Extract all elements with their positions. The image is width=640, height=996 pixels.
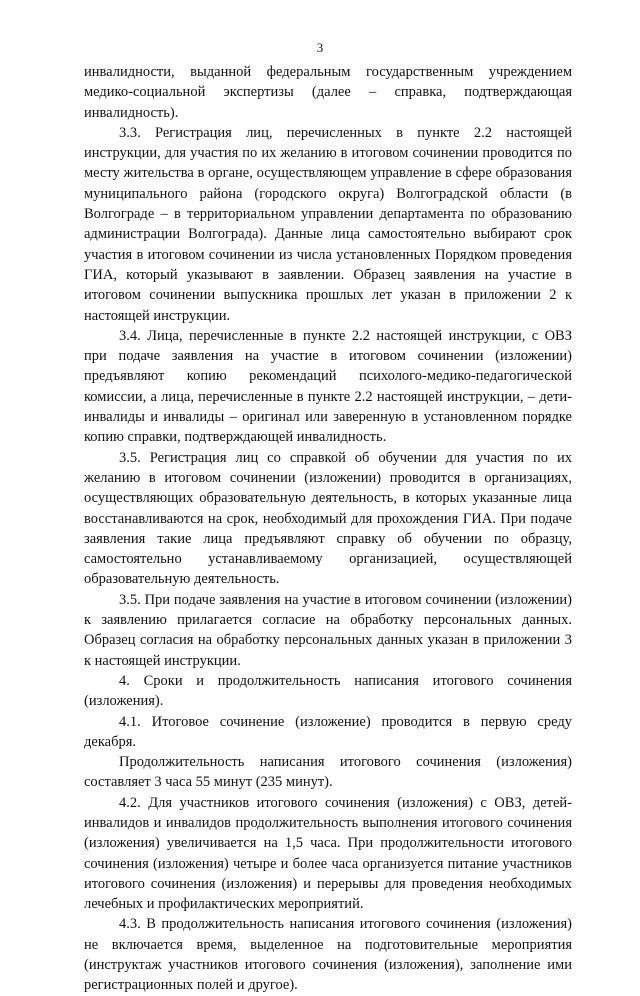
paragraph-3-5-consent: 3.5. При подаче заявления на участие в итоговом сочинении (изложении) к заявлению прилагается согласие на обработку персональных данных. Образец согласия на обработку персональных данных указан в приложении 3 к настоящей инструкции.	[84, 591, 572, 669]
paragraph-duration: Продолжительность написания итогового сочинения (изложения) составляет 3 часа 55 минут (235 минут).	[84, 754, 572, 791]
paragraph-3-4: 3.4. Лица, перечисленные в пункте 2.2 настоящей инструкции, с ОВЗ при подаче заявления на участие в итоговом сочинении (изложении) предъявляют копию рекомендаций психолого-медико-педагогической комиссии, а лица, перечисленные в пункте 2.2 настоящей инструкции, – дети-инвалиды и инвалиды – оригинал или заверенную в установленном порядке копию справки, подтверждающей инвалидность.	[84, 327, 572, 446]
section-4-heading: 4. Сроки и продолжительность написания итогового сочинения (изложения).	[84, 672, 572, 710]
paragraph-4-2: 4.2. Для участников итогового сочинения (изложения) с ОВЗ, детей-инвалидов и инвалидов продолжительность выполнения итогового сочинения (изложения) увеличивается на 1,5 часа. При продолжительности итогового сочинения (изложения) четыре и более часа организуется питание участников итогового сочинения (изложения) и перерывы для проведения необходимых лечебных и профилактических мероприятий.	[84, 794, 572, 913]
page-number: 3	[316, 40, 324, 55]
paragraph-continuation: инвалидности, выданной федеральным государственным учреждением медико-социальной экспертизы (далее – справка, подтверждающая инвалидность).	[84, 64, 572, 121]
paragraph-4-1: 4.1. Итоговое сочинение (изложение) проводится в первую среду декабря.	[84, 713, 572, 750]
document-body	[84, 62, 572, 996]
paragraph-4-3: 4.3. В продолжительность написания итогового сочинения (изложения) не включается время, выделенное на подготовительные мероприятия (инструктаж участников итогового сочинения (изложения), заполнение ими регистрационных полей и другое).	[84, 916, 572, 994]
paragraph-3-3: 3.3. Регистрация лиц, перечисленных в пункте 2.2 настоящей инструкции, для участия по их желанию в итоговом сочинении проводится по месту жительства в органе, осуществляющем управление в сфере образования муниципального района (городского округа) Волгоградской области (в Волгограде – в территориальном управлении департамента по образованию администрации Волгограда). Данные лица самостоятельно выбирают срок участия в итоговом сочинении из числа установленных Порядком проведения ГИА, который указывают в заявлении. Образец заявления на участие в итоговом сочинении выпускника прошлых лет указан в приложении 2 к настоящей инструкции.	[84, 124, 572, 324]
paragraph-3-5-registration: 3.5. Регистрация лиц со справкой об обучении для участия по их желанию в итоговом сочинении (изложении) проводится в организациях, осуществляющих образовательную деятельность, в которых указанные лица восстанавливаются на срок, необходимый для прохождения ГИА. При подаче заявления такие лица предъявляют справку об обучении по образцу, самостоятельно устанавливаемому организацией, осуществляющей образовательную деятельность.	[84, 449, 572, 588]
